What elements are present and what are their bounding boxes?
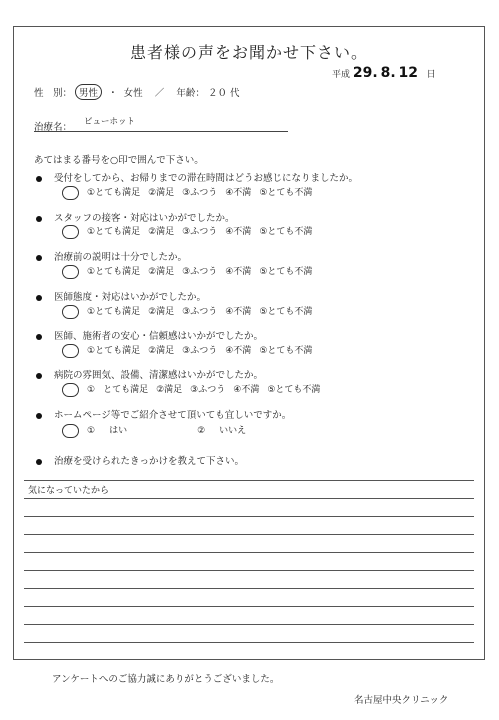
- ruled-line: [24, 516, 474, 517]
- questionnaire-sheet: [13, 26, 485, 660]
- answer-circle: [62, 265, 79, 279]
- question-1: 受付をしてから、お帰りまでの滞在時間はどうお感じになりましたか。: [36, 170, 358, 184]
- bullet-icon: [36, 373, 42, 379]
- gender-age-row: [34, 84, 240, 100]
- bullet-icon: [36, 295, 42, 301]
- options-2: ①とても満足 ②満足 ③ふつう ④不満 ⑤とても不満: [62, 224, 320, 239]
- ruled-line: [24, 606, 474, 607]
- options-7: ① はい ② いいえ: [62, 423, 254, 438]
- options-1: ①とても満足 ②満足 ③ふつう ④不満 ⑤とても不満: [62, 185, 320, 200]
- ruled-line: [24, 498, 474, 499]
- bullet-icon: [36, 176, 42, 182]
- bullet-icon: [36, 216, 42, 222]
- ruled-line: [24, 624, 474, 625]
- question-5: 医師、施術者の安心・信頼感はいかがでしたか。: [36, 328, 263, 342]
- ruled-line: [24, 534, 474, 535]
- gender-slash: ／: [154, 88, 165, 99]
- answer-circle: [62, 186, 79, 200]
- gender-male: 男性: [75, 84, 102, 100]
- clinic-name: 名古屋中央クリニック: [354, 695, 449, 706]
- age-unit: 代: [229, 88, 240, 99]
- question-4: 医師態度・対応はいかがでしたか。: [36, 289, 206, 303]
- question-7: ホームページ等でご紹介させて頂いても宜しいですか。: [36, 407, 291, 421]
- date-era: 平成: [332, 70, 351, 80]
- answer-circle: [62, 305, 79, 319]
- answer-handwritten: 気になっていたから: [28, 486, 110, 496]
- bullet-icon: [36, 413, 42, 419]
- age-value: ２０: [207, 88, 227, 99]
- options-3: ①とても満足 ②満足 ③ふつう ④不満 ⑤とても不満: [62, 264, 320, 279]
- ruled-line: [24, 480, 474, 481]
- date-day-unit: 日: [426, 70, 436, 80]
- date-year: 29: [352, 65, 373, 81]
- options-5: ①とても満足 ②満足 ③ふつう ④不満 ⑤とても不満: [62, 343, 320, 358]
- question-3: 治療前の説明は十分でしたか。: [36, 249, 187, 263]
- question-6: 病院の雰囲気、設備、清潔感はいかがでしたか。: [36, 367, 263, 381]
- page-title: 患者様の声をお聞かせ下さい。: [129, 43, 368, 62]
- date-day: 12: [398, 65, 419, 81]
- answer-circle: [62, 383, 79, 397]
- question-2: スタッフの接客・対応はいかがでしたか。: [36, 210, 235, 224]
- treatment-label: 治療名：: [34, 122, 73, 133]
- options-4: ①とても満足 ②満足 ③ふつう ④不満 ⑤とても不満: [62, 304, 320, 319]
- ruled-line: [24, 588, 474, 589]
- treatment-underline: [34, 131, 288, 132]
- answer-circle: [62, 225, 79, 239]
- date-month: 8: [380, 65, 391, 81]
- ruled-line: [24, 552, 474, 553]
- instructions: あてはまる番号を○印で囲んで下さい。: [34, 155, 204, 166]
- date-row: 平成 29. 8. 12 日: [332, 65, 436, 81]
- age-label: 年齢：: [176, 88, 205, 99]
- bullet-icon: [36, 255, 42, 261]
- question-8: 治療を受けられたきっかけを教えて下さい。: [36, 453, 244, 467]
- answer-circle: [62, 424, 79, 438]
- ruled-line: [24, 570, 474, 571]
- treatment-value: ビューホット: [84, 117, 136, 127]
- answer-circle: [62, 344, 79, 358]
- thanks-text: アンケートへのご協力誠にありがとうございました。: [52, 674, 280, 685]
- gender-female: 女性: [123, 88, 143, 99]
- gender-label: 性 別：: [34, 88, 73, 99]
- bullet-icon: [36, 334, 42, 340]
- gender-sep: ・: [108, 88, 118, 99]
- bullet-icon: [36, 459, 42, 465]
- ruled-line: [24, 642, 474, 643]
- options-6: ① とても満足 ②満足 ③ふつう ④不満 ⑤とても不満: [62, 382, 328, 397]
